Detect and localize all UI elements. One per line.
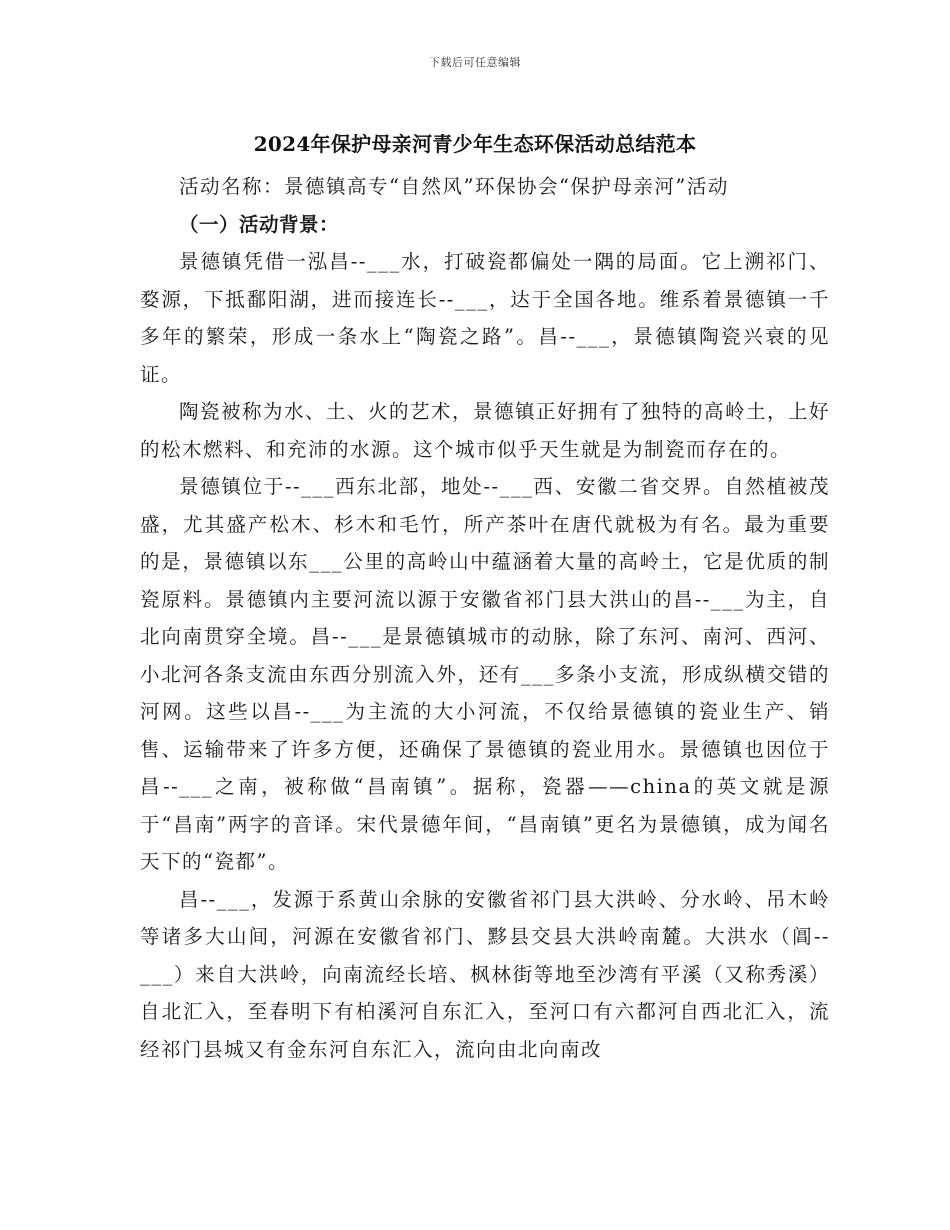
activity-name: 活动名称：景德镇高专“自然风”环保协会“保护母亲河”活动 (179, 175, 729, 198)
paragraph-3: 景德镇位于--___西东北部，地处--___西、安徽二省交界。自然植被茂盛，尤其盛产松木、杉木和毛竹，所产茶叶在唐代就极为有名。最为重要的是，景德镇以东___公里的高岭山中蕴涵着大量的高岭土，它是优质的制瓷原料。景德镇内主要河流以源于安徽省祁门县大洪山的昌--___为主，自北向南贯穿全境。昌--___是景德镇城市的动脉，除了东河、南河、西河、小北河各条支流由东西分别流入外，还有___多条小支流，形成纵横交错的河网。这些以昌--___为主流的大小河流，不仅给景德镇的瓷业生产、销售、运输带来了许多方便，还确保了景德镇的瓷业用水。景德镇也因位于昌--___之南，被称做“昌南镇”。据称，瓷器——china的英文就是源于“昌南”两字的音译。宋代景德年间，“昌南镇”更名为景德镇，成为闻名天下的“瓷都”。 (140, 475, 830, 873)
paragraph-2: 陶瓷被称为水、土、火的艺术，景德镇正好拥有了独特的高岭土，上好的松木燃料、和充沛的水源。这个城市似乎天生就是为制瓷而存在的。 (140, 400, 831, 461)
section-heading-background: （一）活动背景： (179, 212, 340, 236)
paragraph-1: 景德镇凭借一泓昌--___水，打破瓷都偏处一隅的局面。它上溯祁门、婺源，下抵鄱阳湖，进而接连长--___，达于全国各地。维系着景德镇一千多年的繁荣，形成一条水上“陶瓷之路”。昌--___，景德镇陶瓷兴衰的见证。 (140, 250, 830, 386)
page-header: 下载后可任意编辑 (429, 56, 521, 69)
paragraph-4: 昌--___，发源于系黄山余脉的安徽省祁门县大洪岭、分水岭、吊木岭等诸多大山间，河源在安徽省祁门、黟县交县大洪岭南麓。大洪水（阊--___）来自大洪岭，向南流经长培、枫林街等地至沙湾有平溪（又称秀溪）自北汇入，至春明下有柏溪河自东汇入，至河口有六都河自西北汇入，流经祁门县城又有金东河自东汇入，流向由北向南改 (140, 887, 830, 1061)
document-body (140, 168, 830, 1068)
document-title: 2024年保护母亲河青少年生态环保活动总结范本 (253, 132, 697, 156)
